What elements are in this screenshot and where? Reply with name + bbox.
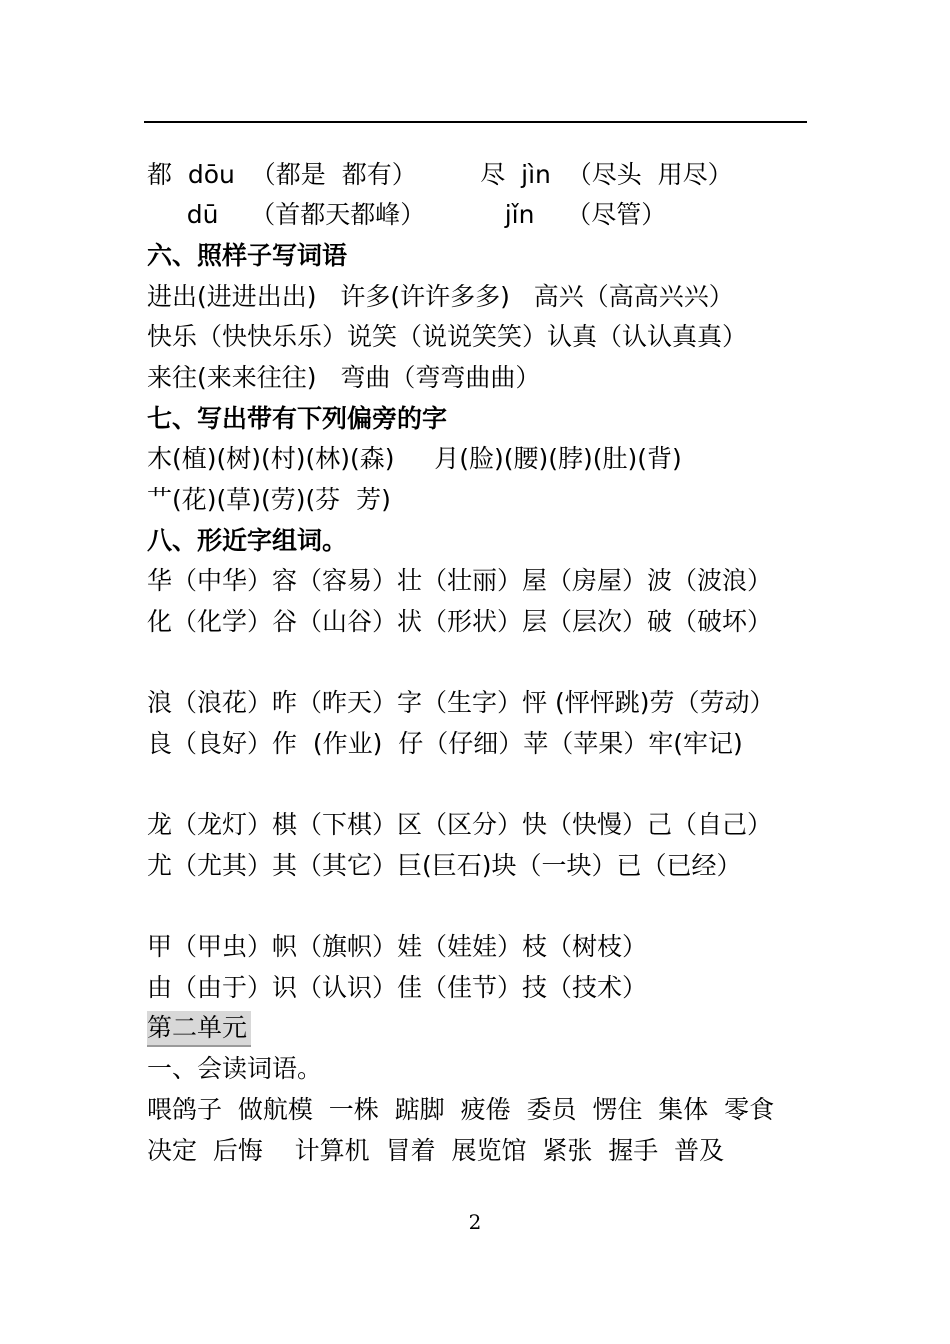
text-line-18: 由（由于）识（认识）佳（佳节）技（技术）: [147, 973, 648, 1002]
text-line-20: 一、会读词语。: [147, 1054, 323, 1083]
text-line-16: 尤（尤其）其（其它）巨(巨石)块（一块）已（已经）: [147, 851, 742, 880]
text-line-14: 良（良好）作 (作业) 仔（仔细）苹（苹果）牢(牢记): [147, 729, 743, 758]
text-line-13: 浪（浪花）昨（昨天）字（生字）怦 (怦怦跳)劳（劳动）: [147, 688, 775, 717]
text-line-11: 华（中华）容（容易）壮（壮丽）屋（房屋）波（波浪）: [147, 566, 773, 595]
text-line-1: 都 dōu （都是 都有） 尽 jìn （尽头 用尽）: [147, 160, 733, 189]
text-line-22: 决定 后悔 计算机 冒着 展览馆 紧张 握手 普及: [147, 1136, 725, 1165]
header-rule: [144, 121, 807, 123]
text-line-15: 龙（龙灯）棋（下棋）区（区分）快（快慢）己（自己）: [147, 810, 773, 839]
text-line-8: 木(植)(树)(村)(林)(森) 月(脸)(腰)(脖)(肚)(背): [147, 444, 682, 473]
unit-heading: [147, 1011, 251, 1047]
unit-title: 第二单元: [147, 1011, 251, 1047]
text-line-21: 喂鸽子 做航模 一株 踮脚 疲倦 委员 愣住 集体 零食: [147, 1095, 775, 1124]
page-number: 2: [468, 1210, 482, 1234]
text-line-17: 甲（甲虫）帜（旗帜）娃（娃娃）枝（树枝）: [147, 932, 648, 961]
text-line-4: 进出(进进出出) 许多(许许多多) 高兴（高高兴兴）: [147, 282, 734, 311]
text-line-12: 化（化学）谷（山谷）状（形状）层（层次）破（破坏）: [147, 607, 773, 636]
text-line-6: 来往(来来往往) 弯曲（弯弯曲曲）: [147, 363, 541, 392]
section-heading-7: 七、写出带有下列偏旁的字: [147, 404, 448, 433]
section-heading-8: 八、形近字组词。: [147, 526, 348, 555]
text-line-9: 艹(花)(草)(劳)(芬 芳): [147, 485, 391, 514]
text-line-2: dū （首都天都峰） jǐn （尽管）: [147, 200, 667, 229]
text-line-5: 快乐（快快乐乐）说笑（说说笑笑）认真（认认真真）: [147, 322, 748, 351]
section-heading-6: 六、照样子写词语: [147, 241, 348, 270]
